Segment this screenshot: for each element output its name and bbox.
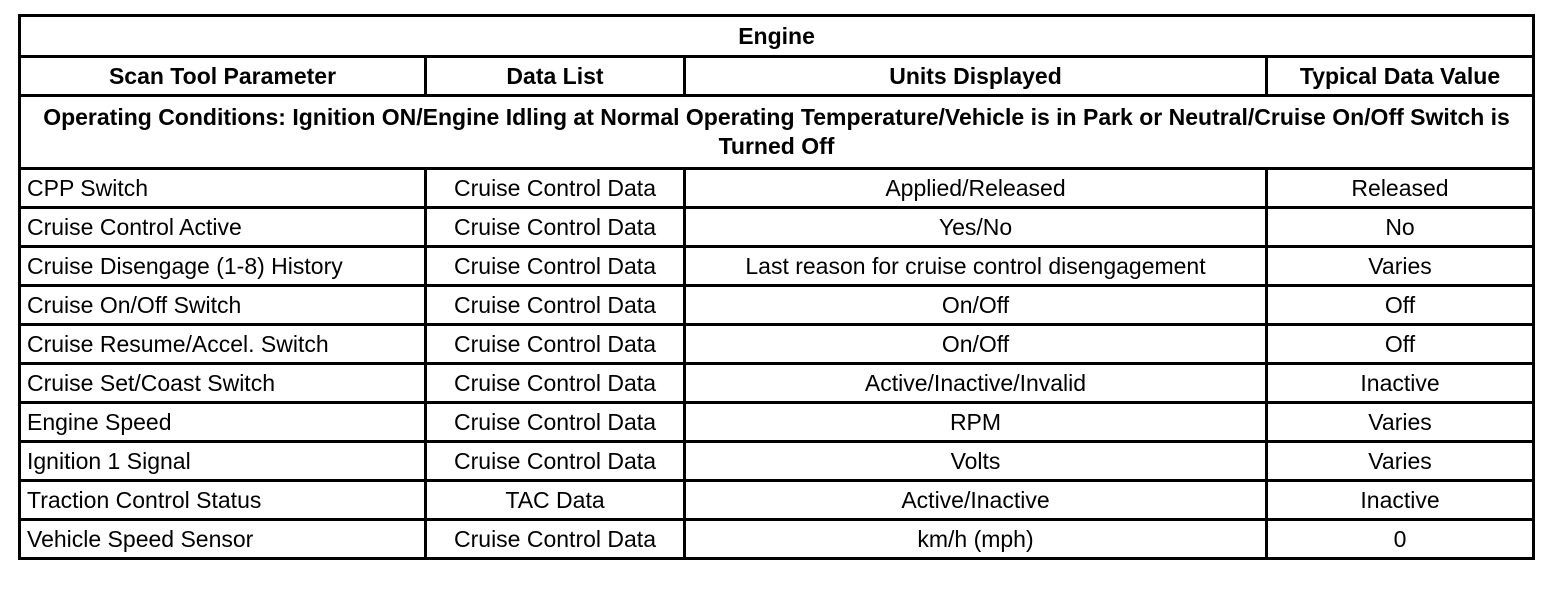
- operating-conditions: Operating Conditions: Ignition ON/Engine Idling at Normal Operating Temperature/Vehicle is in Park or Neutral/Cruise On/Off Switch is Turned Off: [20, 96, 1534, 169]
- cell-scan-tool-parameter: CPP Switch: [20, 169, 426, 208]
- table-row: [20, 481, 1534, 520]
- table-row: [20, 520, 1534, 559]
- cell-scan-tool-parameter: Cruise Control Active: [20, 208, 426, 247]
- cell-scan-tool-parameter: Engine Speed: [20, 403, 426, 442]
- cell-scan-tool-parameter: Cruise Resume/Accel. Switch: [20, 325, 426, 364]
- cell-units-displayed: Applied/Released: [685, 169, 1267, 208]
- cell-units-displayed: Yes/No: [685, 208, 1267, 247]
- cell-typical-data-value: Inactive: [1267, 364, 1534, 403]
- cell-scan-tool-parameter: Cruise Disengage (1-8) History: [20, 247, 426, 286]
- cell-data-list: TAC Data: [426, 481, 685, 520]
- table-row: [20, 442, 1534, 481]
- cell-scan-tool-parameter: Ignition 1 Signal: [20, 442, 426, 481]
- cell-units-displayed: Active/Inactive/Invalid: [685, 364, 1267, 403]
- operating-conditions-row: [20, 96, 1534, 169]
- table-row: [20, 403, 1534, 442]
- cell-units-displayed: On/Off: [685, 286, 1267, 325]
- cell-typical-data-value: Inactive: [1267, 481, 1534, 520]
- cell-scan-tool-parameter: Traction Control Status: [20, 481, 426, 520]
- cell-data-list: Cruise Control Data: [426, 403, 685, 442]
- cell-data-list: Cruise Control Data: [426, 169, 685, 208]
- cell-scan-tool-parameter: Cruise Set/Coast Switch: [20, 364, 426, 403]
- table-title-row: [20, 16, 1534, 57]
- table-row: [20, 325, 1534, 364]
- cell-units-displayed: RPM: [685, 403, 1267, 442]
- header-units-displayed: Units Displayed: [685, 57, 1267, 96]
- table-row: [20, 286, 1534, 325]
- cell-typical-data-value: Released: [1267, 169, 1534, 208]
- cell-typical-data-value: Off: [1267, 286, 1534, 325]
- table-title: Engine: [20, 16, 1534, 57]
- header-scan-tool-parameter: Scan Tool Parameter: [20, 57, 426, 96]
- table-row: [20, 208, 1534, 247]
- cell-data-list: Cruise Control Data: [426, 286, 685, 325]
- cell-units-displayed: Volts: [685, 442, 1267, 481]
- cell-typical-data-value: 0: [1267, 520, 1534, 559]
- header-typical-data-value: Typical Data Value: [1267, 57, 1534, 96]
- cell-data-list: Cruise Control Data: [426, 247, 685, 286]
- header-row: [20, 57, 1534, 96]
- table-row: [20, 169, 1534, 208]
- cell-units-displayed: On/Off: [685, 325, 1267, 364]
- cell-typical-data-value: Off: [1267, 325, 1534, 364]
- cell-typical-data-value: Varies: [1267, 247, 1534, 286]
- cell-typical-data-value: Varies: [1267, 403, 1534, 442]
- cell-units-displayed: Active/Inactive: [685, 481, 1267, 520]
- cell-typical-data-value: Varies: [1267, 442, 1534, 481]
- cell-typical-data-value: No: [1267, 208, 1534, 247]
- header-data-list: Data List: [426, 57, 685, 96]
- cell-data-list: Cruise Control Data: [426, 442, 685, 481]
- cell-scan-tool-parameter: Vehicle Speed Sensor: [20, 520, 426, 559]
- cell-data-list: Cruise Control Data: [426, 325, 685, 364]
- table-row: [20, 364, 1534, 403]
- cell-data-list: Cruise Control Data: [426, 364, 685, 403]
- table-row: [20, 247, 1534, 286]
- cell-units-displayed: Last reason for cruise control disengagement: [685, 247, 1267, 286]
- cell-data-list: Cruise Control Data: [426, 208, 685, 247]
- cell-data-list: Cruise Control Data: [426, 520, 685, 559]
- cell-units-displayed: km/h (mph): [685, 520, 1267, 559]
- engine-data-table: [18, 14, 1535, 560]
- cell-scan-tool-parameter: Cruise On/Off Switch: [20, 286, 426, 325]
